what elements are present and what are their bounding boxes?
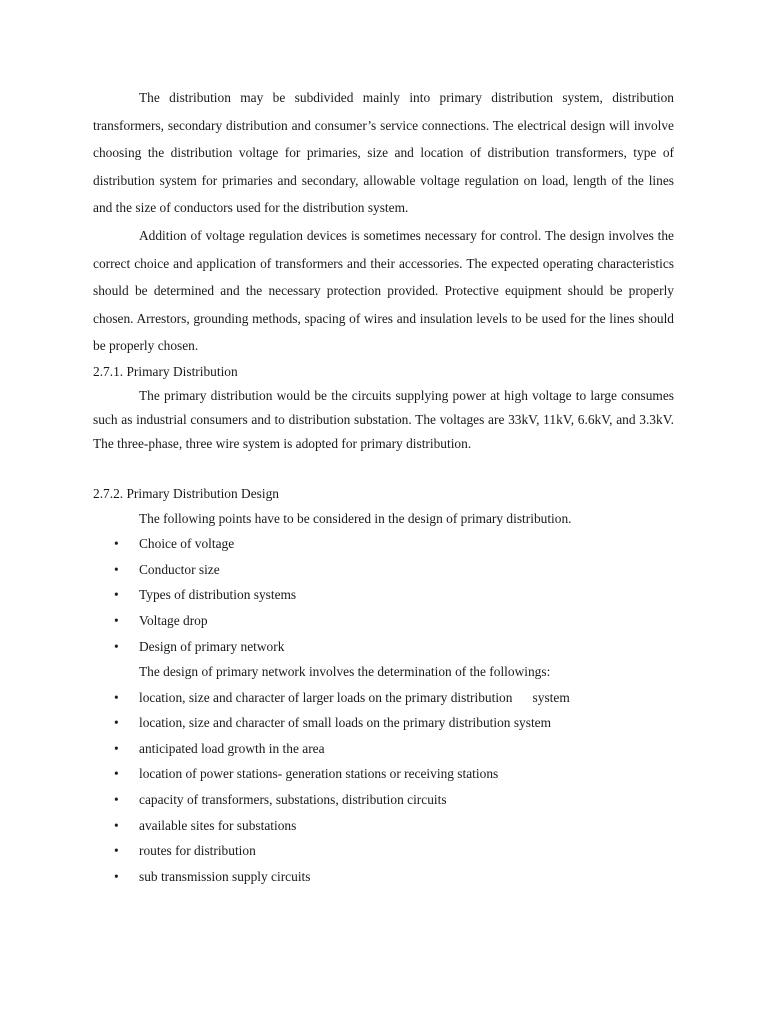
list-item [93, 710, 674, 736]
design-points-intro: The following points have to be considered in the design of primary distribution. [139, 510, 572, 526]
list-item [93, 557, 674, 583]
list-item-text: anticipated load growth in the area [139, 740, 325, 756]
list-item-text: sub transmission supply circuits [139, 868, 311, 884]
list-item [93, 838, 674, 864]
list-item-text: Conductor size [139, 561, 220, 577]
bullet-icon: • [114, 689, 119, 705]
bullet-icon: • [114, 715, 119, 731]
bullet-icon: • [114, 536, 119, 552]
network-points-intro: The design of primary network involves the determination of the followings: [139, 664, 551, 680]
paragraph-distribution-overview: The distribution may be subdivided mainly into primary distribution system, distribution transformers, secondary distribution and consumer’s service connections. The electrical design will involve choosing the distribution voltage for primaries, size and location of distribution transformers, type of distribution system for primaries and secondary, allowable voltage regulation on load, length of the lines and the size of conductors used for the distribution system. [93, 90, 674, 216]
bullet-icon: • [114, 843, 119, 859]
list-item [93, 787, 674, 813]
heading-primary-distribution: 2.7.1. Primary Distribution [93, 363, 238, 379]
list-item [93, 634, 674, 660]
document-page [93, 84, 674, 889]
paragraph-voltage-regulation: Addition of voltage regulation devices is sometimes necessary for control. The design involves the correct choice and application of transformers and their accessories. The expected operating characteristics should be determined and the necessary protection provided. Protective equipment should be properly chosen. Arrestors, grounding methods, spacing of wires and insulation levels to be used for the lines should be properly chosen. [93, 227, 674, 354]
bullet-icon: • [114, 868, 119, 884]
list-item-text: available sites for substations [139, 817, 297, 833]
list-item-text: location of power stations- generation stations or receiving stations [139, 766, 499, 782]
bullet-icon: • [114, 612, 119, 628]
list-item-text: routes for distribution [139, 843, 256, 859]
list-item-text: capacity of transformers, substations, distribution circuits [139, 792, 447, 808]
list-item-text: Types of distribution systems [139, 587, 297, 603]
list-item [93, 608, 674, 634]
bullet-icon: • [114, 638, 119, 654]
list-item [93, 531, 674, 557]
bullet-icon: • [114, 587, 119, 603]
list-item [93, 582, 674, 608]
list-item [93, 813, 674, 839]
bullet-icon: • [114, 561, 119, 577]
bullet-icon: • [114, 740, 119, 756]
heading-primary-distribution-design: 2.7.2. Primary Distribution Design [93, 485, 279, 501]
bullet-icon: • [114, 766, 119, 782]
list-item-text: Choice of voltage [139, 536, 235, 552]
list-item [93, 685, 674, 711]
bullet-icon: • [114, 792, 119, 808]
paragraph-primary-distribution: The primary distribution would be the circuits supplying power at high voltage to large consumes such as industrial consumers and to distribution substation. The voltages are 33kV, 11kV, 6.6kV, and 3.3kV. The three-phase, three wire system is adopted for primary distribution. [93, 387, 674, 452]
list-item-text: location, size and character of small loads on the primary distribution system [139, 715, 552, 731]
bullet-icon: • [114, 817, 119, 833]
list-item-text: Design of primary network [139, 638, 285, 654]
list-item [93, 761, 674, 787]
list-item [93, 736, 674, 762]
list-item [93, 864, 674, 890]
design-points-list [93, 531, 674, 659]
list-item-text: Voltage drop [139, 612, 208, 628]
list-item-text: location, size and character of larger loads on the primary distribution system [139, 689, 570, 705]
network-points-list [93, 685, 674, 890]
